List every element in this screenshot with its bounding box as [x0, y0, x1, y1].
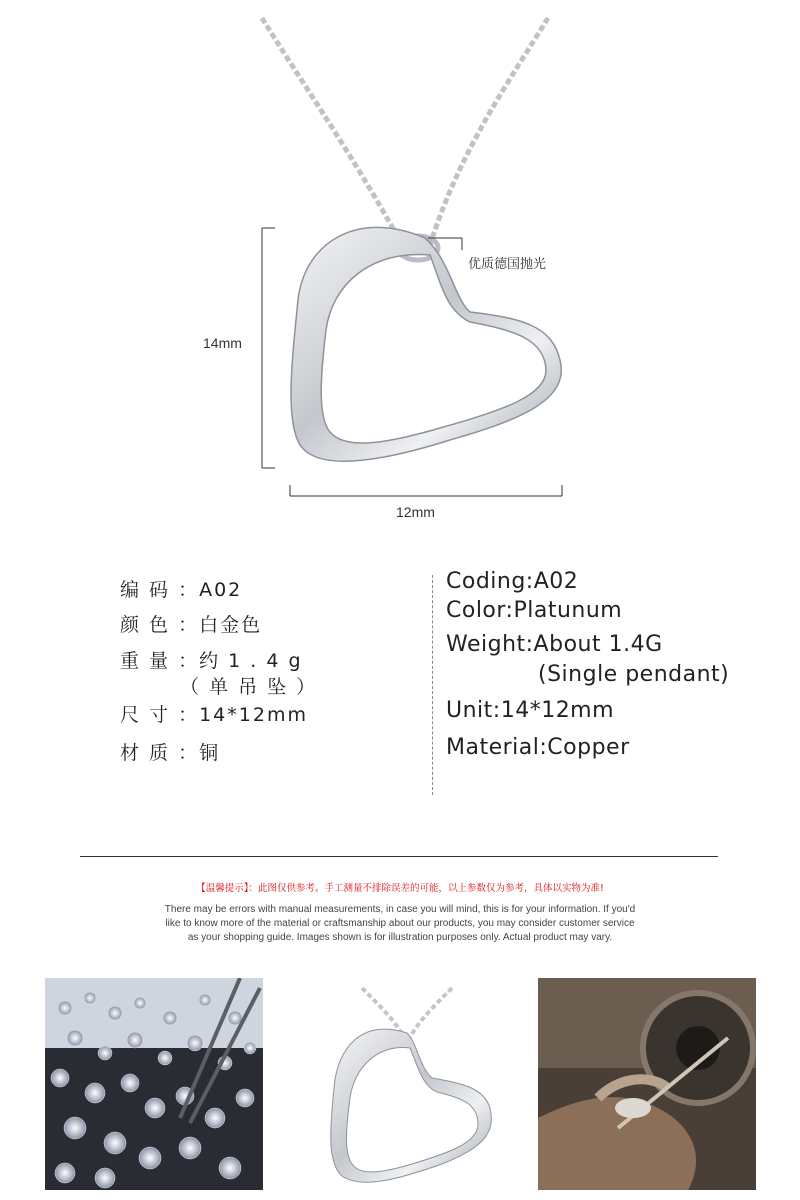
spec-cn-size	[120, 700, 308, 727]
spec-cn-weight-note	[180, 672, 317, 699]
spec-en-weight: Weight:About 1.4G	[446, 632, 663, 657]
spec-en-coding: Coding:A02	[446, 569, 579, 594]
spec-cn-color	[120, 610, 262, 637]
spec-value: （ 单 吊 坠 ）	[180, 676, 318, 698]
notice-en-line2: like to know more of the material or craftsmanship about our products, you may consider customer service	[165, 918, 635, 929]
spec-en-material: Material:Copper	[446, 735, 630, 760]
spec-label: 尺 寸 ：	[120, 704, 200, 726]
notice-en-line1: There may be errors with manual measurements, in case you will mind, this is for your information. If you'd	[164, 904, 636, 915]
height-dimension	[262, 228, 275, 468]
notice-en-line3: as your shopping guide. Images shown is for illustration purposes only. Actual product may vary.	[187, 932, 613, 943]
spec-value: 铜	[199, 742, 221, 764]
spec-label: 编 码 ：	[120, 579, 200, 601]
polish-callout: 优质德国抛光	[468, 257, 547, 272]
spec-cn-weight	[120, 646, 303, 673]
spec-label: 材 质 ：	[120, 742, 200, 764]
spec-label: 重 量 ：	[120, 650, 200, 672]
spec-value: A02	[199, 579, 243, 601]
notice-cn: 【温馨提示】：此图仅供参考。手工测量不排除误差的可能，以上参数仅为参考，具体以实物为准!	[196, 883, 604, 894]
spec-cn-code	[120, 575, 242, 602]
spec-cn-material	[120, 738, 220, 765]
width-label: 12mm	[396, 504, 435, 520]
section-rule	[80, 856, 718, 857]
spec-en-color: Color:Platunum	[446, 598, 623, 623]
diamonds-image	[45, 978, 263, 1190]
chain	[262, 18, 548, 250]
width-dimension	[290, 485, 562, 496]
spec-value: 约 1 . 4 g	[199, 650, 303, 672]
spec-en-unit: Unit:14*12mm	[446, 698, 615, 723]
spec-divider	[432, 575, 433, 795]
spec-value: 14*12mm	[199, 704, 308, 726]
pendant-illustration	[0, 0, 800, 540]
spec-value: 白金色	[199, 614, 263, 636]
height-label: 14mm	[203, 335, 242, 351]
spec-en-weight-note: (Single pendant)	[538, 662, 730, 687]
spec-label: 颜 色 ：	[120, 614, 200, 636]
hero-product-area	[0, 0, 800, 540]
pendant-thumbnail	[292, 978, 502, 1190]
craftsmanship-image	[538, 978, 756, 1190]
